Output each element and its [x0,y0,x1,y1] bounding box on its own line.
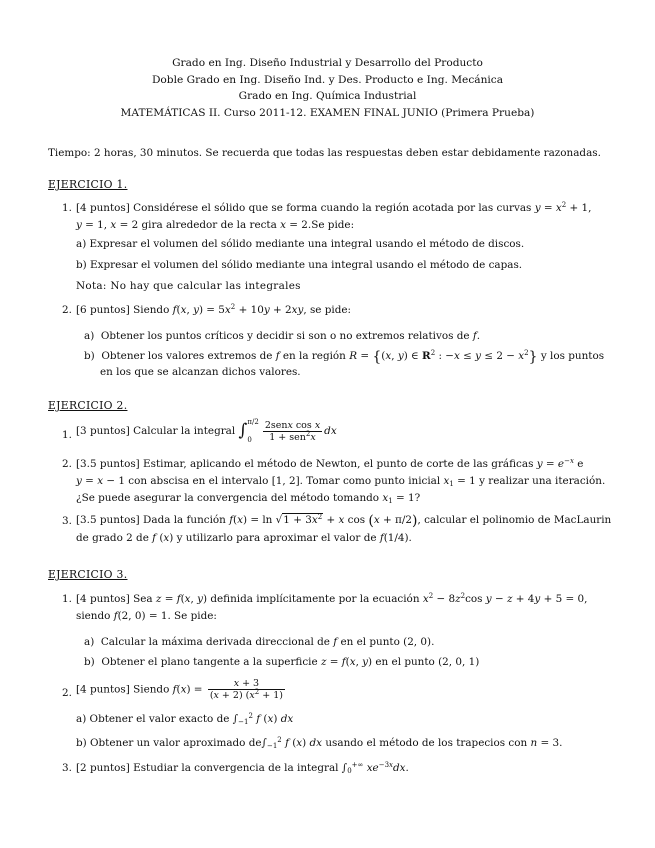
ej2-item-2-line1: [3.5 puntos] Estimar, aplicando el método de Newton, el punto de corte de las gráficas $y = e^{-x}$ e [76,457,584,470]
ej3-item-2-part-b: b) Obtener un valor aproximado $de\int_{-1}^2$ f (x) dx usando el método de los trapecios con n = 3. [76,736,563,750]
ej1-item-1-line1: [4 puntos] Considérese el sólido que se forma cuando la región acotada por las curvas $y = x^2 + 1$, [76,201,592,214]
ej1-item-1-note: Nota: No hay que calcular las integrales [76,280,301,292]
ej3-item-2-part-a: a) Obtener el valor exacto de $\int_{-1}^2$ f (x) dx [76,712,294,726]
ej1-item-1-number: 1. [62,202,72,214]
ej1-item-2-part-a: a) Obtener los puntos críticos y decidir si son o no extremos relativos de f. [84,330,481,342]
ej1-item-1-part-a: a) Expresar el volumen del sólido mediante una integral usando el método de discos. [76,238,525,250]
ej3-item-2-number: 2. [62,687,72,699]
ej3-item-2-line: [4 puntos] Siendo f(x) = $\frac{x + 3}{(x + 2) (x^2 + 1)}$ [76,678,283,701]
ej2-item-3-line2: de grado 2 de f (x) y utilizarlo para aproximar el valor de f(1/4). [76,532,412,544]
ej2-item-2-line2: y = x − 1 con abscisa en el intervalo [1, 2]. Tomar como punto inicial $x_1 = 1$ y realizar una iteración. [76,475,606,488]
ej2-item-3-number: 3. [62,515,72,527]
section-title-ej1: EJERCICIO 1. [48,178,128,191]
header-line-double-degree: Doble Grado en Ing. Diseño Ind. y Des. Producto e Ing. Mecánica [151,73,504,86]
ej1-item-1-line2: y = 1, x = 2 gira alrededor de la recta x = 2.Se pide: [76,219,355,231]
ej1-item-1-part-b: b) Expresar el volumen del sólido mediante una integral usando el método de capas. [76,259,523,271]
ej1-item-2-line1: [6 puntos] Siendo f(x, $y) = 5x^2 + 10y + 2xy$, se pide: [76,303,352,316]
ej2-item-1-number: 1. [62,429,72,441]
exam-header [0,55,655,121]
ej3-item-1-line1: [4 puntos] Sea z = f(x, y) definida implícitamente por la ecuación $x^2 - 8z^2\cos$ y − z + 4y + 5 = 0, [76,592,588,605]
ej1-item-2-part-b: b) Obtener los valores extremos de f en la región R = {(x, y) ∈ $R^2$ : $-x \le y \le 2 - x^2$} y los puntos [84,349,605,365]
header-line-chemistry: Grado en Ing. Química Industrial [238,90,417,102]
ej2-item-2-number: 2. [62,458,72,470]
section-title-ej3: EJERCICIO 3. [48,568,128,581]
ej3-item-3-line: [2 puntos] Estudiar la convergencia de la integral $\int_0^{+\infty}$ $xe^{-3x}dx$. [76,761,409,775]
ej3-item-1-line2: siendo f(2, 0) = 1. Se pide: [76,610,217,622]
header-line-course: MATEMÁTICAS II. Curso 2011-12. EXAMEN FINAL JUNIO (Primera Prueba) [120,106,535,119]
ej3-item-1-part-a: a) Calcular la máxima derivada direccional de f en el punto (2, 0). [84,636,435,648]
ej2-item-3-line1: [3.5 puntos] Dada la función $f(x) = \ln √1 + 3x^2 + x$ cos (x + π/2), calcular el polinomio de MacLaurin [76,513,612,529]
ej3-item-1-number: 1. [62,593,72,605]
ej2-item-2-line3: ¿Se puede asegurar la convergencia del método tomando $x_1 = 1$? [76,492,421,505]
header-line-degree: Grado en Ing. Diseño Industrial y Desarrollo del Producto [172,57,483,69]
ej1-item-2-number: 2. [62,304,72,316]
ej3-item-1-part-b: b) Obtener el plano tangente a la superficie z = f(x, y) en el punto (2, 0, 1) [84,656,480,668]
ej3-item-3-number: 3. [62,762,72,774]
ej1-item-2-part-b-cont: en los que se alcanzan dichos valores. [100,366,301,378]
ej2-item-1-line: [3 puntos] Calcular la integral ∫ π/2 0 $\frac{\text{2senx cos x}}{1 + sen^2x}$ dx [76,418,337,444]
intro-text: Tiempo: 2 horas, 30 minutos. Se recuerda que todas las respuestas deben estar debidamente razonadas. [48,147,601,159]
section-title-ej2: EJERCICIO 2. [48,399,128,412]
